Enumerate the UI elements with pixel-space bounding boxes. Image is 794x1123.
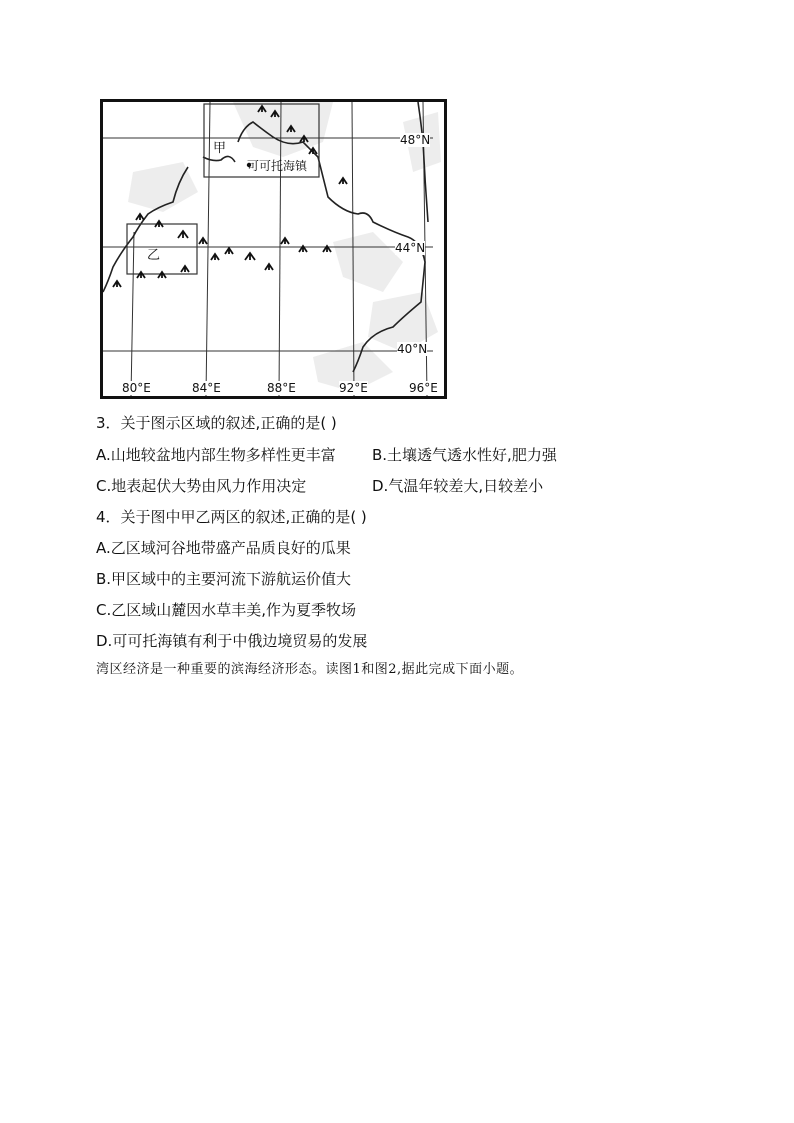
- next-section-intro: 湾区经济是一种重要的滨海经济形态。读图1和图2,据此完成下面小题。: [96, 662, 524, 677]
- question-3-option-d: D.气温年较差大,日较差小: [372, 477, 544, 495]
- region-yi-label: 乙: [147, 248, 161, 263]
- question-4-option-d: D.可可托海镇有利于中俄边境贸易的发展: [96, 632, 368, 650]
- lat-label-44: 44°N: [395, 241, 426, 255]
- mountain-icon: [281, 238, 289, 244]
- region-yi-box: [127, 224, 197, 274]
- mountain-icon: [265, 264, 273, 270]
- lon-label-96: 96°E: [409, 381, 438, 395]
- question-3-option-c: C.地表起伏大势由风力作用决定: [96, 477, 307, 495]
- lon-label-80: 80°E: [122, 381, 151, 395]
- mountain-icon: [225, 248, 233, 254]
- mountain-icon: [155, 221, 163, 227]
- mountain-icon: [199, 238, 207, 244]
- mountain-icon: [178, 231, 188, 238]
- map-figure: [100, 99, 447, 399]
- question-4-option-b: B.甲区域中的主要河流下游航运价值大: [96, 570, 352, 588]
- town-label: 可可托海镇: [247, 159, 308, 173]
- question-3-option-a: A.山地较盆地内部生物多样性更丰富: [96, 446, 336, 464]
- mountain-icon: [211, 254, 219, 260]
- question-4-stem: 4．关于图中甲乙两区的叙述,正确的是( ): [96, 508, 367, 526]
- lon-label-84: 84°E: [192, 381, 221, 395]
- mountain-icon: [137, 272, 145, 278]
- mountain-icon: [136, 214, 144, 220]
- question-3-option-b: B.土壤透气透水性好,肥力强: [372, 446, 557, 464]
- mountain-icon: [113, 281, 121, 287]
- question-4-option-c: C.乙区域山麓因水草丰美,作为夏季牧场: [96, 601, 357, 619]
- mountain-icon: [158, 272, 166, 278]
- lon-label-92: 92°E: [339, 381, 368, 395]
- region-jia-label: 甲: [213, 141, 227, 156]
- lon-label-88: 88°E: [267, 381, 296, 395]
- question-3-stem: 3．关于图示区域的叙述,正确的是( ): [96, 414, 337, 432]
- mountain-icon: [339, 178, 347, 184]
- question-4-option-a: A.乙区域河谷地带盛产品质良好的瓜果: [96, 539, 351, 557]
- mountain-icon: [245, 253, 255, 260]
- lat-label-40: 40°N: [397, 342, 428, 356]
- lat-label-48: 48°N: [400, 133, 431, 147]
- mountain-icon: [181, 266, 189, 272]
